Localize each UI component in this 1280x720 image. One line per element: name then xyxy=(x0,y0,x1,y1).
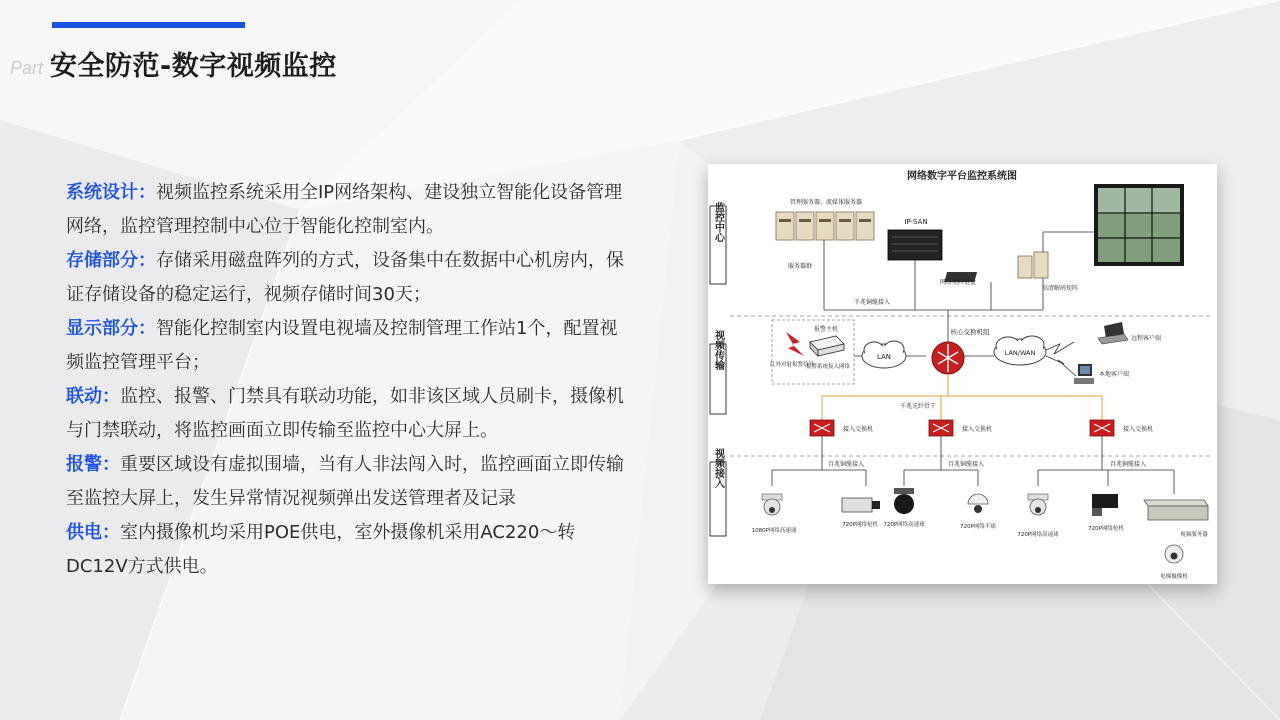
video-server-icon xyxy=(1144,500,1208,520)
access-switch-2-icon xyxy=(929,420,953,436)
label-lan: LAN xyxy=(876,353,892,361)
text-storage: 存储采用磁盘阵列的方式，设备集中在数据中心机房内，保证存储设备的稳定运行，视频存储时间30天； xyxy=(66,250,624,305)
page-title: 安全防范-数字视频监控 xyxy=(50,51,337,82)
label-server-group: 服务器群 xyxy=(787,263,813,270)
server-group-icon xyxy=(776,212,874,240)
section-label-access: 视频接入 xyxy=(712,448,724,488)
keyword-display: 显示部分： xyxy=(66,318,156,339)
label-keyboard: 网络矩阵键盘 xyxy=(939,279,977,286)
text-system-design: 视频监控系统采用全IP网络架构、建设独立智能化设备管理网络，监控管理控制中心位于智能化控制室内。 xyxy=(66,182,623,237)
access-switch-1-icon xyxy=(810,420,834,436)
item-system-design xyxy=(66,176,628,244)
item-storage xyxy=(66,244,628,312)
label-access-switch-2: 接入交换机 xyxy=(961,426,993,433)
description-list xyxy=(66,176,628,584)
label-cam-2: 720P网络枪机 xyxy=(842,522,878,528)
keyword-system-design: 系统设计： xyxy=(66,182,156,203)
label-cam-3: 720P网络高速球 xyxy=(883,522,925,528)
label-remote-client: 远程客户端 xyxy=(1130,335,1162,342)
label-core-switch: 核心交换机组 xyxy=(950,328,990,336)
camera-3-dome-icon xyxy=(894,488,914,514)
label-decoder: 高清解码矩阵 xyxy=(1041,285,1079,292)
label-alarm-host: 报警主机 xyxy=(813,326,839,333)
label-fast-access-2: 百兆铜缆接入 xyxy=(947,461,985,468)
keyword-power: 供电： xyxy=(66,522,120,543)
label-cam-4: 720P网络半球 xyxy=(960,524,996,530)
label-local-client: 本地客户端 xyxy=(1098,371,1130,378)
item-power xyxy=(66,516,628,584)
label-servers: 管理服务器、流媒体服务器 xyxy=(789,199,863,206)
label-cam-5: 720P网络高速球 xyxy=(1017,532,1059,538)
system-diagram-figure xyxy=(708,164,1217,584)
label-fast-access-3: 百兆铜缆接入 xyxy=(1109,461,1147,468)
keyword-alarm: 报警： xyxy=(66,454,120,475)
label-video-server: 视频服务器 xyxy=(1180,532,1208,538)
access-switch-3-icon xyxy=(1090,420,1114,436)
text-display: 智能化控制室内设置电视墙及控制管理工作站1个，配置视频监控管理平台； xyxy=(66,318,618,373)
ipsan-storage-icon xyxy=(888,230,942,260)
section-label-transmission: 视频传输 xyxy=(712,330,724,370)
diagram-title: 网络数字平台监控系统图 xyxy=(907,171,1017,182)
item-linkage xyxy=(66,380,628,448)
elevator-camera-icon xyxy=(1165,545,1183,563)
item-display xyxy=(66,312,628,380)
core-switch-icon xyxy=(932,342,964,374)
label-infrared: 红外对射报警信号 xyxy=(769,362,815,368)
text-power: 室内摄像机均采用POE供电，室外摄像机采用AC220～转DC12V方式供电。 xyxy=(66,522,576,577)
label-cam-6: 720P网络枪机 xyxy=(1088,526,1124,532)
part-watermark: Part xyxy=(10,58,44,78)
label-gige-access: 千兆铜缆接入 xyxy=(853,299,891,306)
label-ipsan: IP-SAN xyxy=(904,218,928,226)
label-fast-access-1: 百兆铜缆接入 xyxy=(827,461,865,468)
text-linkage: 监控、报警、门禁具有联动功能，如非该区域人员刷卡，摄像机与门禁联动，将监控画面立即传输至监控中心大屏上。 xyxy=(66,386,624,441)
label-elevator-cam: 电梯摄像机 xyxy=(1160,574,1188,580)
video-wall-icon xyxy=(1094,184,1184,266)
label-lanwan: LAN/WAN xyxy=(1004,349,1036,357)
label-backbone: 千兆光纤骨干 xyxy=(899,403,937,410)
label-cam-1: 1080P网络高速球 xyxy=(751,528,797,534)
item-alarm xyxy=(66,448,628,516)
system-diagram xyxy=(708,164,1217,584)
section-label-center: 监控中心 xyxy=(712,202,724,242)
keyword-storage: 存储部分： xyxy=(66,250,156,271)
text-alarm: 重要区域设有虚拟围墙，当有人非法闯入时，监控画面立即传输至监控大屏上，发生异常情况视频弹出发送管理者及记录 xyxy=(66,454,624,509)
keyword-linkage: 联动： xyxy=(66,386,120,407)
label-access-switch-1: 接入交换机 xyxy=(842,426,874,433)
label-access-switch-3: 接入交换机 xyxy=(1122,426,1154,433)
title-accent-bar xyxy=(52,22,245,28)
label-alarm-net: 报警系统接入网络 xyxy=(805,364,851,370)
